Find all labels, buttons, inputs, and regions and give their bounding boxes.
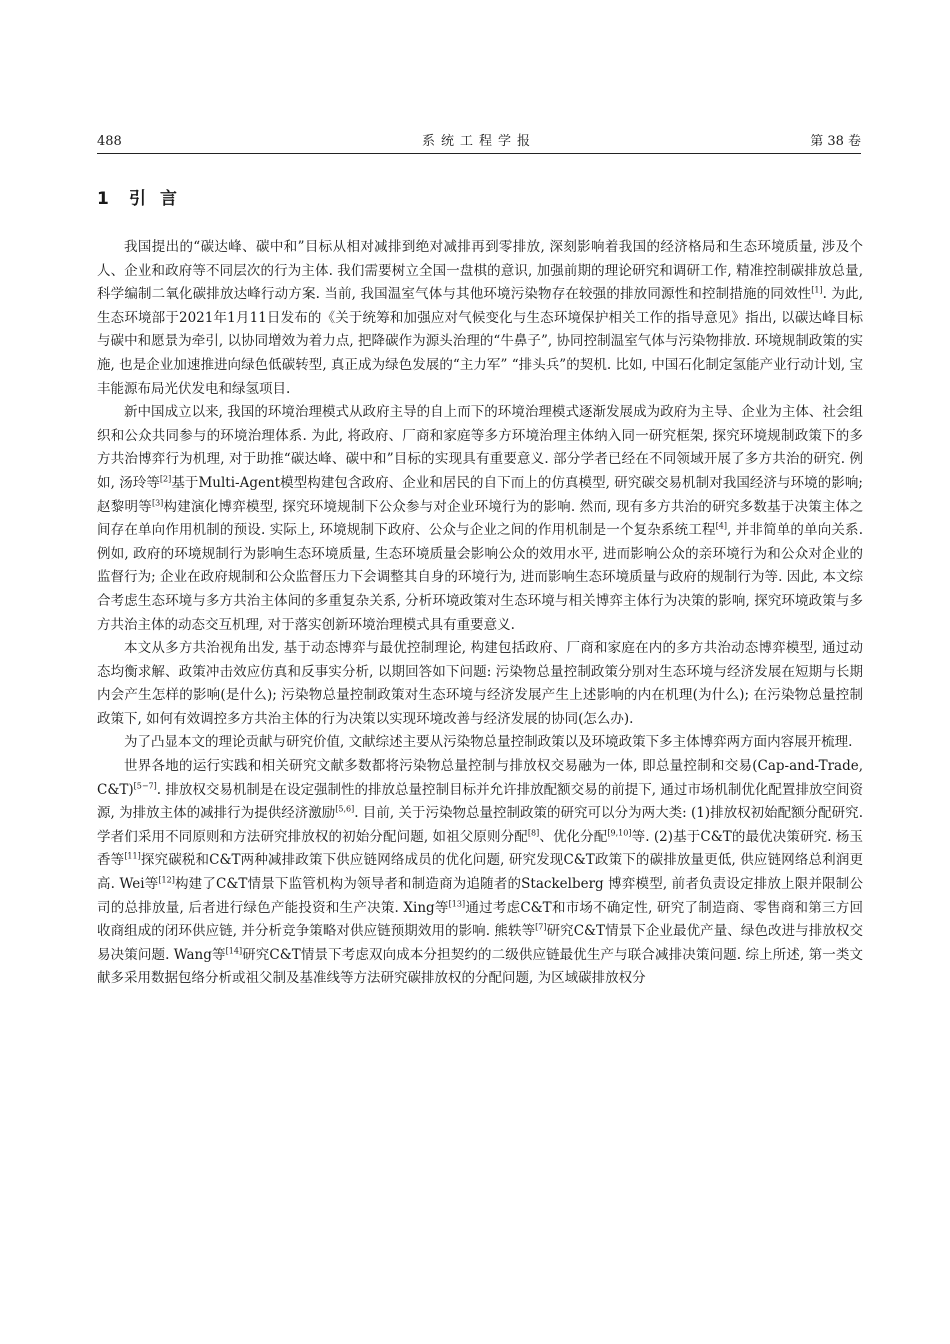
paragraph-text: 构建演化博弈模型, 探究环境规制下公众参与对企业环境行为的影响. 然而, 现有多方共治的研究多数基于决策主体之间存在单向作用机制的预设. 实际上, 环境规制下政府、公众与企业之间的作用机制是一个复杂系统工程: [97, 498, 864, 539]
body-paragraph: [97, 731, 863, 755]
paragraph-text: . 目前, 关于污染物总量控制政策的研究可以分为两大类: (1)排放权初始配额分配研究. 学者们采用不同原则和方法研究排放权的初始分配问题, 如祖父原则分配: [97, 805, 863, 845]
paragraph-text: 研究C&T情景下企业最优产量、绿色改进与排放权交易决策问题. Wang等: [97, 923, 863, 963]
citation-marker: [9,10]: [607, 828, 632, 838]
paragraph-text: 构建了C&T情景下监管机构为领导者和制造商为追随者的Stackelberg 博弈模型, 前者负责设定排放上限并限制公司的总排放量, 后者进行绿色产能投资和生产决策. Xing等: [97, 876, 863, 916]
paragraph-text: 、优化分配: [539, 828, 608, 845]
citation-marker: [14]: [225, 946, 243, 956]
paragraph-text: 通过考虑C&T和市场不确定性, 研究了制造商、零售商和第三方回收商组成的闭环供应链, 并分析竞争策略对供应链预期效用的影响. 熊轶等: [97, 899, 864, 940]
paragraph-text: 本文从多方共治视角出发, 基于动态博弈与最优控制理论, 构建包括政府、厂商和家庭在内的多方共治动态博弈模型, 通过动态均衡求解、政策冲击效应仿真和反事实分析, 以期回答如下问题: 污染物总量控制政策分别对生态环境与经济发展在短期与长期内会产生怎样的影响(是什么); 污染物总量控制政策对生态环境与经济发展产生上述影响的内在机理(为什么); 在污染物总量控制政策下, 如何有效调控多方共治主体的行为决策以实现环境改善与经济发展的协同(怎么办).: [97, 640, 863, 727]
citation-marker: [11]: [124, 851, 141, 861]
paragraph-text: 等. (2)基于C&T的最优决策研究. 杨玉香等: [97, 828, 864, 869]
body-paragraph: [97, 637, 863, 731]
paragraph-text: , 并非简单的单向关系. 例如, 政府的环境规制行为影响生态环境质量, 生态环境质量会影响公众的效用水平, 进而影响公众的亲环境行为和公众对企业的监督行为; 企业在政府规制和公众监督压力下会调整其自身的环境行为, 进而影响生态环境质量与政府的规制行为等. 因此, 本文综合考虑生态环境与多方共治主体间的多重复杂关系, 分析环境政策对生态环境与相关博弈主体行为决策的影响, 探究环境政策与多方共治主体的动态交互机理, 对于落实创新环境治理模式具有重要意义.: [97, 522, 864, 633]
citation-marker: [12]: [158, 875, 175, 885]
citation-marker: [13]: [448, 899, 466, 909]
article-body: [97, 236, 863, 991]
body-paragraph: [97, 401, 863, 637]
citation-marker: [5,6]: [335, 804, 355, 814]
journal-title: 系统工程学报: [421, 134, 536, 149]
body-paragraph: [97, 755, 863, 991]
paragraph-text: 我国提出的“碳达峰、碳中和”目标从相对减排到绝对减排再到零排放, 深刻影响着我国的经济格局和生态环境质量, 涉及个人、企业和政府等不同层次的行为主体. 我们需要树立全国一盘棋的意识, 加强前期的理论研究和调研工作, 精准控制碳排放总量, 科学编制二氧化碳排放达峰行动方案. 当前, 我国温室气体与其他环境污染物存在较强的排放同源性和控制措施的同效性: [97, 239, 863, 303]
section-title: 引言: [129, 189, 191, 209]
body-paragraph: [97, 236, 863, 401]
paragraph-text: 为了凸显本文的理论贡献与研究价值, 文献综述主要从污染物总量控制政策以及环境政策下多主体博弈两方面内容展开梳理.: [124, 734, 853, 751]
paragraph-text: . 为此, 生态环境部于2021年1月11日发布的《关于统筹和加强应对气候变化与生态环境保护相关工作的指导意见》指出, 以碳达峰目标与碳中和愿景为牵引, 以协同增效为着力点, 把降碳作为源头治理的“牛鼻子”, 协同控制温室气体与污染物排放. 环境规制政策的实施, 也是企业加速推进向绿色低碳转型, 真正成为绿色发展的“主力军” “排头兵”的契机. 比如, 中国石化制定氢能产业行动计划, 宝丰能源布局光伏发电和绿氢项目.: [97, 286, 864, 397]
page-number: 488: [97, 134, 122, 149]
running-header: [97, 131, 861, 154]
citation-marker: [8]: [527, 828, 540, 838]
citation-marker: [2]: [159, 474, 172, 484]
section-number: 1: [97, 189, 109, 209]
citation-marker: [1]: [811, 285, 823, 295]
volume-label: 第 38 卷: [810, 134, 861, 149]
paragraph-text: 新中国成立以来, 我国的环境治理模式从政府主导的自上而下的环境治理模式逐渐发展成为政府为主导、企业为主体、社会组织和公众共同参与的环境治理体系. 为此, 将政府、厂商和家庭等多方环境治理主体纳入同一研究框架, 探究环境规制政策下的多方共治博弈行为机理, 对于助推“碳达峰、碳中和”目标的实现具有重要意义. 部分学者已经在不同领域开展了多方共治的研究. 例如, 汤玲等: [97, 404, 863, 491]
citation-marker: [7]: [535, 922, 547, 932]
paragraph-text: 探究碳税和C&T两种减排政策下供应链网络成员的优化问题, 研究发现C&T政策下的碳排放量更低, 供应链网络总利润更高. Wei等: [97, 852, 863, 893]
citation-marker: [4]: [715, 521, 727, 531]
paragraph-text: . 排放权交易机制是在设定强制性的排放总量控制目标并允许排放配额交易的前提下, 通过市场机制优化配置排放空间资源, 为排放主体的减排行为提供经济激励: [97, 781, 863, 822]
section-heading: [97, 186, 191, 212]
paragraph-text: 世界各地的运行实践和相关研究文献多数都将污染物总量控制与排放权交易融为一体, 即总量控制和交易(Cap-and-Trade, C&T): [97, 758, 863, 798]
paragraph-text: 研究C&T情景下考虑双向成本分担契约的二级供应链最优生产与联合减排决策问题. 综上所述, 第一类文献多采用数据包络分析或祖父制及基准线等方法研究碳排放权的分配问题, 为区域碳排放权分: [97, 946, 864, 987]
paragraph-text: 基于Multi-Agent模型构建包含政府、企业和居民的自下而上的仿真模型, 研究碳交易机制对我国经济与环境的影响; 赵黎明等: [97, 474, 863, 515]
citation-marker: [5−7]: [133, 781, 157, 791]
citation-marker: [3]: [151, 498, 164, 508]
